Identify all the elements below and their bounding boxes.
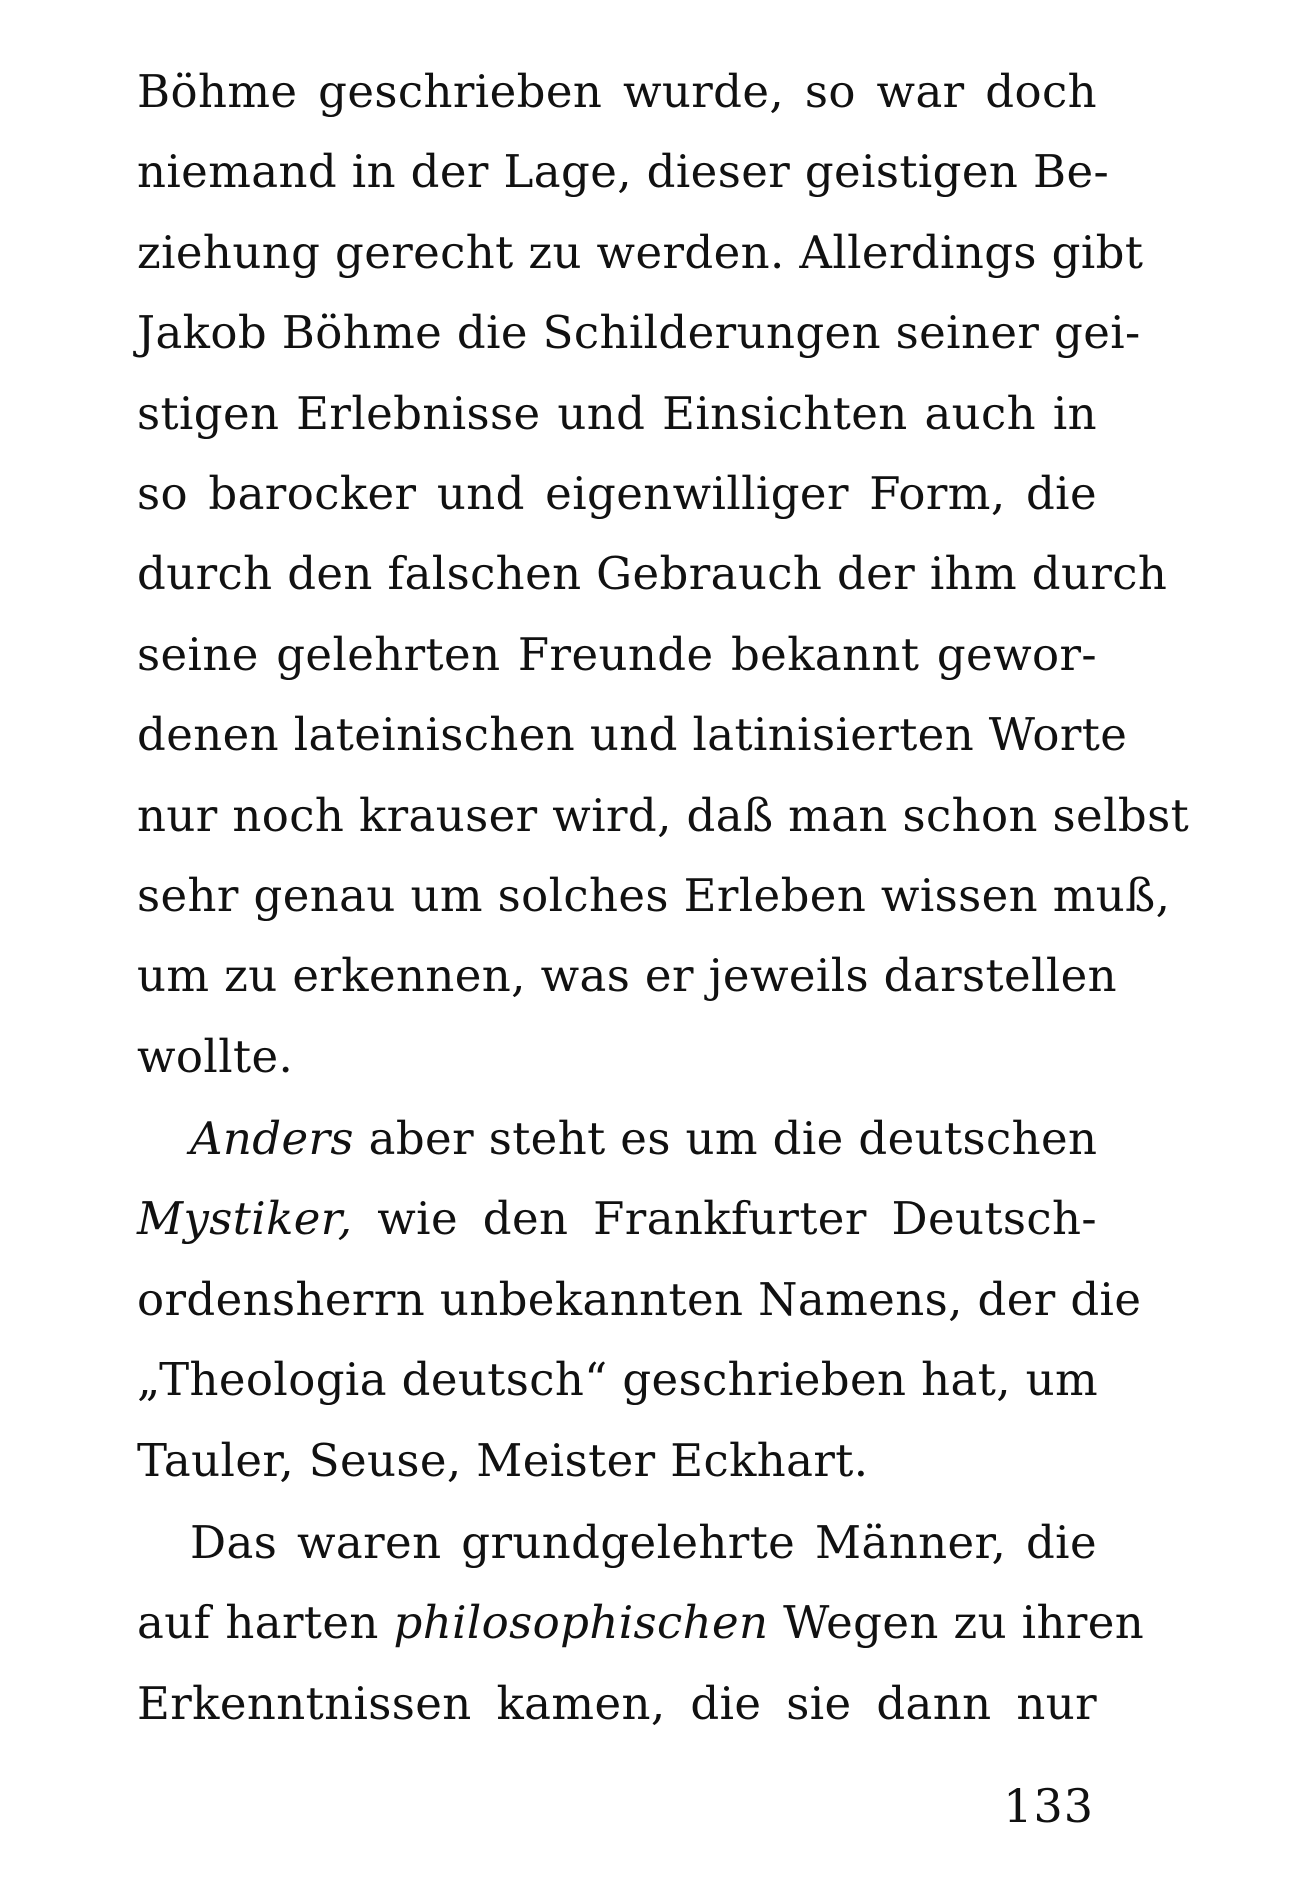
text-line: durch den falschen Gebrauch der ihm durch: [137, 547, 1168, 601]
italic-term: philosophischen: [393, 1596, 769, 1650]
text-line: Das waren grundgelehrte Männer, die: [190, 1516, 1097, 1570]
text-line: um zu erkennen, was er jeweils darstellen: [137, 949, 1118, 1003]
text-line: [137, 1099, 1097, 1179]
paragraph-3: [137, 1503, 1145, 1744]
paragraph-1: [137, 52, 1190, 1097]
italic-term: Mystiker,: [137, 1192, 353, 1246]
text-line: niemand in der Lage, dieser geistigen Be-: [137, 145, 1110, 199]
text-line: Tauler, Seuse, Meister Eckhart.: [137, 1433, 869, 1487]
text-line: ziehung gerecht zu werden. Allerdings gibt: [137, 225, 1144, 279]
text-line: [137, 1583, 1145, 1663]
text-line: so barocker und eigenwilliger Form, die: [137, 466, 1097, 520]
text-line: Jakob Böhme die Schilderungen seiner gei-: [137, 306, 1141, 360]
text-line: seine gelehrten Freunde bekannt gewor-: [137, 627, 1097, 681]
text-line: Böhme geschrieben wurde, so war doch: [137, 65, 1097, 118]
text-line: wollte.: [137, 1029, 294, 1083]
body-text: [137, 52, 1190, 1744]
text-line: ordensherrn unbekannten Namens, der die: [137, 1272, 1142, 1326]
text-run: Wegen zu ihren: [768, 1596, 1145, 1650]
page-number: 133: [1003, 1779, 1094, 1833]
italic-term: Anders: [190, 1112, 354, 1166]
text-line: „Theologia deutsch“ geschrieben hat, um: [137, 1353, 1099, 1407]
text-line: stigen Erlebnisse und Einsichten auch in: [137, 386, 1097, 440]
text-run: aber steht es um die deutschen: [353, 1112, 1098, 1166]
text-line: nur noch krauser wird, daß man schon selbst: [137, 788, 1190, 842]
text-line: sehr genau um solches Erleben wissen muß,: [137, 868, 1171, 922]
text-run: wie den Frankfurter Deutsch-: [352, 1192, 1097, 1246]
text-line: [137, 1179, 1097, 1259]
text-run: auf harten: [137, 1596, 394, 1650]
paragraph-2: [137, 1099, 1142, 1501]
text-line: denen lateinischen und latinisierten Worte: [137, 708, 1128, 762]
text-line: Erkenntnissen kamen, die sie dann nur: [137, 1676, 1097, 1730]
